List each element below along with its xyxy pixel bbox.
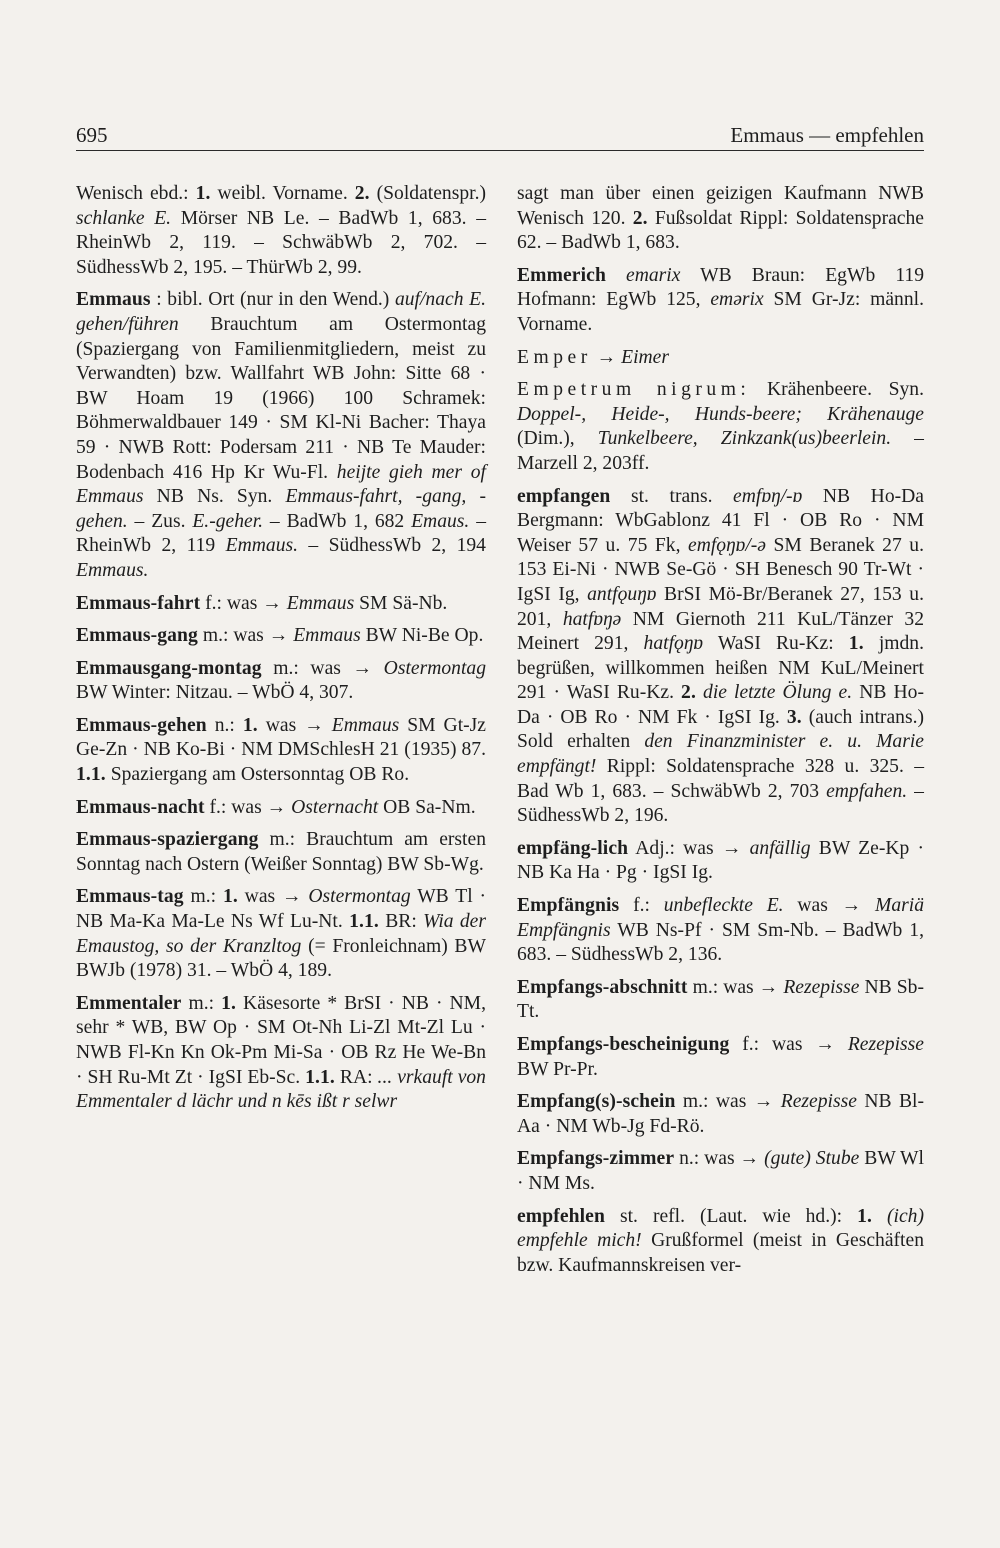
- text: f.: was →: [729, 1034, 848, 1055]
- text: Mörser NB Le. – BadWb 1, 683. – RheinWb 2, 119. – SchwäbWb 2, 702. – SüdhessWb 2, 195. – ThürWb 2, 99.: [76, 207, 486, 278]
- text: (= Fronleichnam) BW BWJb (1978) 31. – WbÖ 4, 189.: [76, 935, 486, 982]
- entry-empfangs-bescheinigung: [517, 1033, 924, 1082]
- italic-text: E.-geher.: [192, 510, 264, 532]
- headword: Emmaus: [76, 289, 151, 311]
- entry-cont: [76, 182, 486, 280]
- italic-text: Emmaus.: [225, 535, 299, 557]
- text: Spaziergang am Ostersonntag OB Ro.: [105, 764, 410, 786]
- text: Grußformel (meist in Geschäften bzw. Kaufmannskreisen ver-: [517, 1230, 924, 1276]
- text: n.:: [206, 714, 243, 736]
- text: was →: [257, 714, 332, 736]
- text: : bibl. Ort (nur in den Wend.): [150, 289, 395, 311]
- text: Wenisch ebd.:: [76, 183, 196, 204]
- text: m.: Brauchtum am ersten Sonntag nach Ostern (Weißer Sonntag) BW Sb-Wg.: [76, 829, 486, 875]
- text: m.: was →: [687, 976, 784, 998]
- entry-emmentaler: [76, 992, 486, 1115]
- text: was →: [783, 895, 875, 917]
- text: Krähenbeere. Syn.: [750, 379, 924, 401]
- text: BrSI Mö-Br/Beranek 27, 153 u. 201,: [517, 583, 924, 630]
- text: SM Beranek 27 u. 153 Ei-Ni · NWB Se-Gö · SH Benesch 90 Tr-Wt · IgSI Ig,: [517, 534, 924, 605]
- text: SM Sä-Nb.: [354, 592, 448, 614]
- italic-text: emfɒŋ/-ɒ: [733, 485, 803, 507]
- text: – SüdhessWb 2, 194: [298, 535, 486, 557]
- headword: 1.: [221, 992, 237, 1014]
- text: WB Tl · NB Ma-Ka Ma-Le Ns Wf Lu-Nt.: [76, 886, 486, 933]
- entry-emmaus: [76, 288, 486, 583]
- italic-text: Tunkelbeere, Zinkzank(us)beerlein.: [597, 428, 892, 450]
- text: NB Bl-Aa · NM Wb-Jg Fd-Rö.: [517, 1091, 924, 1137]
- text: WaSI Ru-Kz:: [703, 633, 849, 655]
- italic-text: Rezepisse: [783, 976, 860, 998]
- left-column: [76, 182, 486, 1123]
- headword: 1.1.: [76, 764, 106, 786]
- headword: Empfang(s)-schein: [517, 1091, 676, 1113]
- text: (Dim.),: [517, 428, 598, 450]
- text: m.: was →: [261, 657, 384, 679]
- headword: Emmaus-gehen: [76, 714, 207, 736]
- text: SM Gt-Jz Ge-Zn · NB Ko-Bi · NM DMSchlesH 21 (1935) 87.: [76, 714, 487, 761]
- text: f.: was →: [200, 592, 287, 614]
- italic-text: Rezepisse: [780, 1091, 857, 1113]
- italic-text: heijte gieh mer of Emmaus: [76, 461, 486, 508]
- text: OB Sa-Nm.: [378, 796, 476, 818]
- headword: Empfangs-bescheinigung: [517, 1034, 730, 1055]
- entry-emmaus-gang: [76, 624, 486, 649]
- headword: empfäng-lich: [517, 837, 629, 859]
- text: NM Giernoth 211 KuL/Tänzer 32 Meinert 291,: [517, 608, 925, 655]
- italic-text: unbefleckte E.: [663, 895, 784, 917]
- entry-empfehlen: [517, 1205, 924, 1279]
- italic-text: Emmaus: [293, 625, 361, 647]
- text: (auch intrans.) Sold erhalten: [517, 706, 924, 753]
- text: Adj.: was →: [628, 837, 750, 859]
- headword: 3.: [786, 706, 802, 728]
- text: Fußsoldat Rippl: Soldatensprache 62. – BadWb 1, 683.: [517, 207, 924, 254]
- text: [696, 682, 703, 703]
- text: BW Winter: Nitzau. – WbÖ 4, 307.: [76, 682, 354, 704]
- entry-empfangen: [517, 485, 924, 829]
- entry-empfangs-schein: [517, 1090, 924, 1139]
- headword: 2.: [354, 183, 370, 204]
- entry-empfangs-zimmer: [517, 1147, 924, 1196]
- text: Käsesorte * BrSI · NB · NM, sehr * WB, BW Op · SM Ot-Nh Li-Zl Mt-Zl Lu · NWB Fl-Kn Kn Ok-Pm Mi-Sa · OB Rz He We-Bn · SH Ru-Mt Zt · IgSI Eb-Sc.: [76, 992, 486, 1088]
- italic-text: (gute) Stube: [764, 1148, 860, 1170]
- italic-text: auf/nach E. gehen/führen: [76, 289, 486, 335]
- headword: Emmausgang-montag: [76, 657, 262, 679]
- headword: 1.1.: [305, 1066, 335, 1088]
- italic-text: Mariä Empfängnis: [517, 895, 924, 941]
- italic-text: Emmaus: [331, 714, 400, 736]
- text: n.: was →: [674, 1148, 765, 1170]
- headword: Emmaus-tag: [76, 886, 184, 908]
- text: – SüdhessWb 2, 196.: [517, 780, 924, 827]
- entry-empetrum: [517, 378, 924, 476]
- text: RA:: [334, 1066, 378, 1088]
- italic-text: Osternacht: [291, 796, 379, 818]
- text: SM Gr-Jz: männl. Vorname.: [517, 289, 924, 335]
- text: – BadWb 1, 682: [263, 510, 412, 532]
- headword: empfehlen: [517, 1205, 605, 1227]
- headword: Emmaus-fahrt: [76, 592, 201, 614]
- italic-text: Emaus.: [411, 510, 470, 532]
- italic-text: Wia der Emaustog, so der Kranzltog: [76, 911, 486, 957]
- text: [872, 1206, 887, 1227]
- text: m.: was →: [675, 1091, 781, 1113]
- entry-emmaus-fahrt: [76, 592, 486, 617]
- italic-text: Rezepisse: [847, 1034, 924, 1055]
- text: m.: was →: [197, 625, 294, 647]
- italic-text: Doppel-, Heide-, Hunds-beere; Krähenauge: [517, 403, 924, 425]
- headword: 2.: [632, 207, 648, 229]
- text: BW Ze-Kp · NB Ka Ha · Pg · IgSI Ig.: [517, 837, 925, 884]
- text: Brauchtum am Ostermontag (Spaziergang von Familienmitgliedern, meist zu Verwandten) bzw. Wallfahrt WB John: Sitte 68 · BW Hoam 19 (1966) 100 Schramek: Böhmerwaldbauer 149 · SM Kl-Ni Bacher: Thaya 59 · NWB Rott: Podersam 211 · NB Te Mauder: Bodenbach 416 Hp Kr Wu-Fl.: [76, 313, 486, 483]
- entry-emmaus-tag: [76, 885, 486, 983]
- headword: 1.: [857, 1205, 872, 1227]
- entry-empfangs-abschnitt: [517, 976, 924, 1025]
- entry-emmaus-gehen: [76, 714, 486, 788]
- headword: 1.: [222, 886, 238, 908]
- text: weibl. Vorname.: [210, 183, 355, 204]
- text: WB Ns-Pf · SM Sm-Nb. – BadWb 1, 683. – SüdhessWb 2, 136.: [517, 919, 924, 966]
- text: BR:: [378, 911, 424, 933]
- page-header: [76, 120, 924, 151]
- text: f.: was →: [204, 796, 292, 818]
- headword: 2.: [681, 682, 696, 704]
- italic-text: Ostermontag: [308, 886, 411, 908]
- text: – Zus.: [127, 510, 193, 532]
- headword: 1.: [242, 714, 258, 736]
- text: [606, 265, 626, 286]
- text: f.:: [619, 895, 664, 917]
- text: m.:: [183, 886, 223, 908]
- italic-text: (ich) empfehle mich!: [517, 1205, 924, 1252]
- entry-empfaenglich: [517, 837, 924, 886]
- italic-text: die letzte Ölung e.: [703, 682, 853, 704]
- entry-emmaus-spaziergang: [76, 828, 486, 877]
- text: NB Sb-Tt.: [517, 976, 924, 1023]
- text: Rippl: Soldatensprache 328 u. 325. – Bad Wb 1, 683. – SchwäbWb 2, 703: [517, 756, 924, 802]
- italic-text: empfahen.: [826, 780, 908, 802]
- running-title: Emmaus — empfehlen: [730, 123, 924, 147]
- italic-text: Emmaus-fahrt, -gang, -gehen.: [76, 486, 486, 532]
- headword: Empfangs-zimmer: [517, 1148, 675, 1170]
- italic-text: emfǫŋɒ/-ə: [688, 534, 767, 556]
- headword: 1.1.: [349, 911, 379, 933]
- italic-text: hatfɒŋə: [562, 608, 622, 630]
- italic-text: Ostermontag: [383, 657, 486, 679]
- text: st. refl. (Laut. wie hd.):: [604, 1205, 858, 1227]
- page-number: 695: [76, 123, 108, 147]
- headword: Empfangs-abschnitt: [517, 976, 688, 998]
- right-column: [517, 182, 924, 1286]
- headword: Empfängnis: [517, 895, 620, 917]
- italic-text: hatfǫŋɒ: [643, 633, 704, 655]
- text: WB Braun: EgWb 119 Hofmann: EgWb 125,: [517, 264, 924, 311]
- headword: Emmaus-nacht: [76, 796, 205, 818]
- text: BW Ni-Be Op.: [360, 625, 484, 647]
- italic-text: emərix: [710, 289, 764, 311]
- text: m.:: [181, 992, 222, 1014]
- italic-text: Emmaus: [286, 592, 355, 614]
- text: sagt man über einen geizigen Kaufmann NWB Wenisch 120.: [517, 183, 924, 229]
- entry-emmausgang-montag: [76, 657, 486, 706]
- headword: Emmaus-spaziergang: [76, 829, 259, 851]
- headword: empfangen: [517, 485, 611, 507]
- headword: 1.: [848, 633, 864, 655]
- italic-text: antfǫuŋɒ: [587, 583, 657, 605]
- headword: Emmaus-gang: [76, 625, 198, 647]
- text: st. trans.: [610, 485, 734, 507]
- entry-emmerich: [517, 264, 924, 338]
- text: jmdn. begrüßen, willkommen heißen NM KuL/Meinert 291 · WaSI Ru-Kz.: [517, 633, 924, 704]
- entry-empfaengnis: [517, 894, 924, 968]
- text: NB Ho-Da · OB Ro · NM Fk · IgSI Ig.: [517, 682, 924, 728]
- italic-text: Eimer: [621, 346, 670, 368]
- italic-text: schlanke E.: [76, 207, 172, 229]
- italic-text: ... vrkauft von Emmentaler d lächr und n kēs ißt r selwr: [76, 1066, 486, 1113]
- text: was →: [237, 886, 309, 908]
- italic-text: emarix: [626, 264, 681, 286]
- text: (Soldatenspr.): [369, 183, 486, 204]
- entry-cont-r: [517, 182, 924, 256]
- text: – RheinWb 2, 119: [76, 510, 486, 557]
- text: – Marzell 2, 203ff.: [517, 428, 924, 474]
- italic-text: Emmaus.: [76, 559, 149, 581]
- headword: 1.: [195, 183, 211, 204]
- spaced-term: Emper: [517, 346, 592, 368]
- text: NB Ho-Da Bergmann: WbGablonz 41 Fl · OB Ro · NM Weiser 57 u. 75 Fk,: [517, 485, 924, 556]
- headword: Emmerich: [517, 264, 606, 286]
- spaced-term: Empetrum nigrum:: [517, 379, 751, 401]
- text: NB Ns. Syn.: [143, 486, 286, 508]
- text: BW Wl · NM Ms.: [517, 1148, 924, 1194]
- entry-emper: [517, 346, 924, 371]
- headword: Emmentaler: [76, 992, 182, 1014]
- italic-text: anfällig: [749, 837, 811, 859]
- entry-emmaus-nacht: [76, 796, 486, 821]
- text: BW Pr-Pr.: [517, 1058, 598, 1080]
- text: →: [591, 346, 622, 368]
- italic-text: den Finanzminister e. u. Marie empfängt!: [517, 731, 924, 778]
